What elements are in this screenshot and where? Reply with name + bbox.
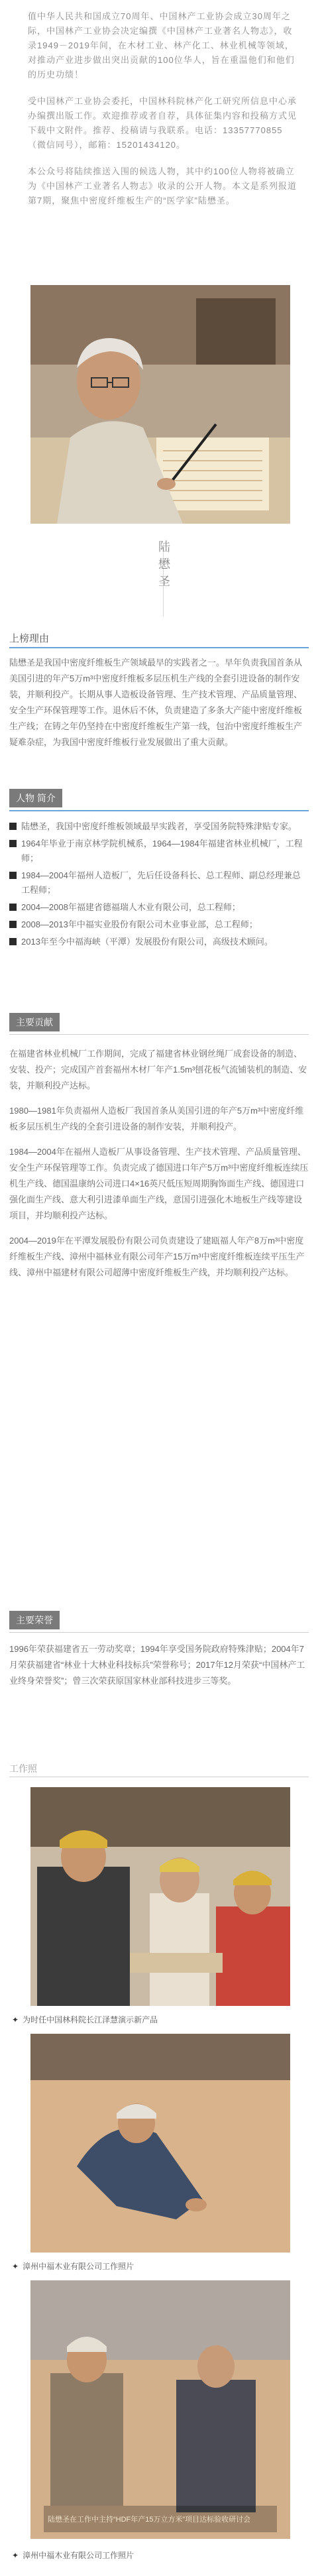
profile-item: 1984—2004年福州人造板厂，先后任设备科长、总工程师、副总经理兼总工程师； [9,868,309,898]
photos-title: 工作照 [9,1763,37,1774]
profile-item: 2004—2008年福建省德福瑞人木业有限公司，总工程师； [9,900,309,915]
contribution-paragraph: 1984—2004年在福州人造板厂从事设备管理、生产技术管理、产品质量管理、安全生产环保管理等工作。负责完成了德国进口年产5万m³中密度纤维板连续压机生产线、德国温康纳公司进口4×16英尺低压短周期胸饰面生产线、德国进口强化面生产线、意大利引进漆单面生产线，意国引进强化木地板生产线等建设项目，并均顺利投产达标。 [9,1147,309,1220]
square-bullet-icon [9,904,17,911]
work-photo-1 [30,1787,290,2006]
intro-paragraph: 本公众号将陆续推送入围的候选人物，其中约100位人物将被确立为《中国林产工业著名人物志》收录的公开人物。本文是系列报道第7期，聚焦中密度纤维板生产的“医学家”陆懋圣。 [28,166,297,205]
work-photo-2 [30,2034,290,2253]
profile-item: 2013年至今中福海峡（平潭）发展股份有限公司，高级技术顾问。 [9,935,309,949]
section-divider [9,1632,309,1633]
star-icon: ✦ [12,2015,19,2024]
intro [28,9,299,220]
person-name-vertical: 陆懋圣 [158,540,170,588]
honors-text: 1996年荣获福建省五一劳动奖章；1994年享受国务院政府特殊津贴；2004年7月荣获福建省“林业十大林业科技标兵”荣誉称号；2017年12月荣获“中国林产工业终身荣誉奖”；曾三次荣获原国家林业部科技进步三等奖。 [9,1644,305,1686]
square-bullet-icon [9,840,17,847]
intro-paragraph: 值中华人民共和国成立70周年、中国林产工业协会成立30周年之际，中国林产工业协会决定编撰《中国林产工业著名人物志》，收录1949－2019年间，在木材工业、林产化工、林业机械等领域，对推动产业进步做出突出贡献的100位华人，旨在重温他们和他们的历史功绩！ [28,11,295,80]
section-divider [9,810,309,811]
square-bullet-icon [9,938,17,945]
intro-paragraph: 受中国林产工业协会委托，中国林科院林产化工研究所信息中心承办编撰出版工作。欢迎推荐或者自荐，具体征集内容和投稿方式见下载中文附件。推荐、投稿请与我联系。电话：13357770855（微信同号），邮箱：15201434120。 [28,96,297,150]
profile-title: 人物 简介 [9,789,62,807]
star-icon: ✦ [12,2262,19,2271]
reason-text: 陆懋圣是我国中密度纤维板生产领域最早的实践者之一。早年负责我国首条从美国引进的年产5万m³中密度纤维板多层压机生产线的全套引进设备的制作安装，并顺利投产。长期从事人造板设备管理、生产技术管理、产品质量管理、安全生产环保管理等工作。退休后不休，负责建造了多条大产能中密度纤维板生产线；在铸之年仍坚持在中密度纤维板生产第一线，包治中密度纤维板生产疑难杂症，为我国中密度纤维板行业发展做出了重大贡献。 [9,658,303,747]
contribution-title: 主要贡献 [9,1013,60,1031]
profile-item: 1964年毕业于南京林学院机械系，1964—1984年福建省林业机械厂，工程师； [9,837,309,866]
section-divider [9,647,309,648]
work-photo-3 [30,2280,290,2539]
contribution-paragraph: 在福建省林业机械厂工作期间，完成了福建省林业钢丝绳厂成套设备的制造、安装、投产；完成国产首套福州木材厂年产1.5m³刨花板气流铺装机的制造、安装，并顺利投产达标。 [9,1049,307,1090]
honors-title: 主要荣誉 [9,1611,60,1629]
square-bullet-icon [9,921,17,928]
profile-item: 2008—2013年中福实业股份有限公司木业事业部，总工程师； [9,917,309,932]
star-icon: ✦ [12,2551,19,2560]
square-bullet-icon [9,823,17,830]
profile-list [9,819,309,952]
profile-item: 陆懋圣，我国中密度纤维板领域最早实践者，享受国务院特殊津贴专家。 [9,819,309,834]
photo-caption: ✦ 漳州中福木业有限公司工作照片 [12,2262,134,2271]
section-divider [9,1034,309,1035]
square-bullet-icon [9,872,17,879]
portrait-photo [30,285,290,524]
photo-caption: ✦ 为时任中国林科院长江泽慧演示新产品 [12,2015,158,2024]
photo-overlay-text: 陆懋圣在工作中主持“HDF年产15万立方米”项目达标验收研讨会 [48,2516,251,2524]
contribution-paragraph: 1980—1981年负责福州人造板厂我国首条从美国引进的年产5万m³中密度纤维板多层压机生产线的全套引进设备的制作安装，并顺利投产。 [9,1106,304,1132]
contribution-text [9,1046,309,1290]
contribution-paragraph: 2004—2019年在平潭发展股份有限公司负责建设了建瓯福人年产8万m³中密度纤维板生产线、漳州中福林业有限公司年产15万m³中密度纤维板连续平压生产线、漳州中福建材有限公司超薄中密度纤维板生产线，并均顺利投产达标。 [9,1236,305,1277]
reason-title: 上榜理由 [9,633,50,644]
photo-caption: ✦ 漳州中福木业有限公司工作照片 [12,2551,134,2560]
